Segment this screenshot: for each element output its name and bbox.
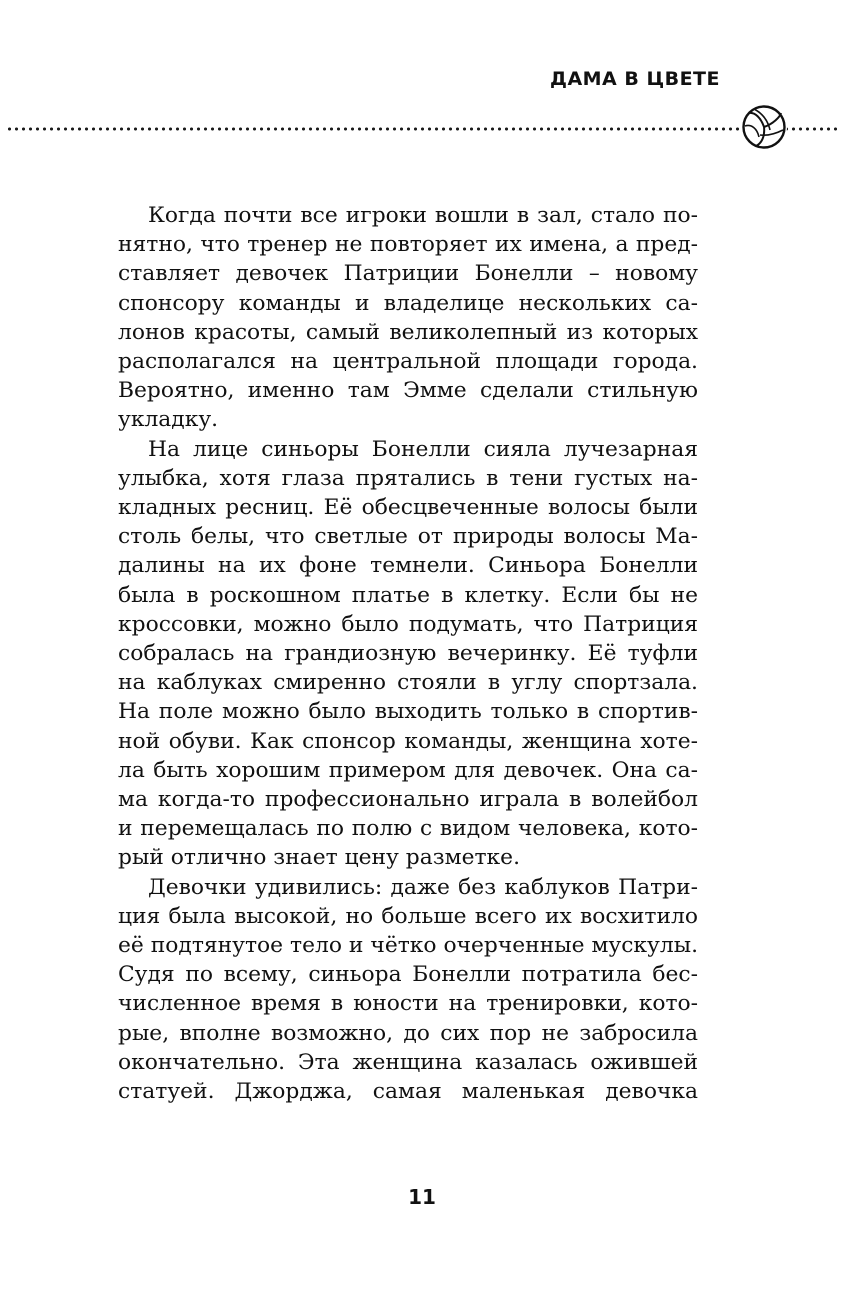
text-line: На поле можно было выходить только в спортив- (118, 699, 698, 725)
text-line: Вероятно, именно там Эмме сделали стильную (118, 378, 698, 404)
text-line: располагался на центральной площади города. (118, 349, 698, 375)
paragraph (118, 435, 698, 873)
text-line: Девочки удивились: даже без каблуков Патри- (148, 874, 698, 900)
text-line: на каблуках смиренно стояли в углу спортзала. (118, 670, 698, 696)
paragraph (118, 873, 698, 1107)
text-line: ма когда-то профессионально играла в волейбол (118, 787, 698, 813)
text-line: окончательно. Эта женщина казалась ожившей (118, 1049, 698, 1075)
dotted-rule (6, 127, 838, 131)
text-line: численное время в юности на тренировки, кото- (118, 991, 698, 1017)
volleyball-icon (741, 104, 787, 150)
text-line: ной обуви. Как спонсор команды, женщина хоте- (118, 728, 698, 754)
text-line: столь белы, что светлые от природы волосы Ма- (118, 524, 698, 550)
text-line: статуей. Джорджа, самая маленькая девочка (118, 1079, 698, 1105)
text-line: На лице синьоры Бонелли сияла лучезарная (148, 436, 698, 462)
text-line: Судя по всему, синьора Бонелли потратила бес- (118, 962, 698, 988)
text-line: кладных ресниц. Её обесцвеченные волосы были (118, 495, 698, 521)
text-line: нятно, что тренер не повторяет их имена, а пред- (118, 232, 698, 258)
text-line: собралась на грандиозную вечеринку. Её туфли (118, 641, 698, 667)
page-number: 11 (408, 1185, 436, 1209)
text-line: Когда почти все игроки вошли в зал, стало по- (148, 203, 698, 228)
text-line: и перемещалась по полю с видом человека, кото- (118, 816, 698, 842)
paragraph (118, 201, 698, 435)
text-line: далины на их фоне темнели. Синьора Бонелли (118, 553, 698, 579)
body-text (118, 201, 698, 1106)
text-line: рые, вполне возможно, до сих пор не забросила (118, 1020, 698, 1046)
text-line: укладку. (118, 407, 219, 433)
text-line: её подтянутое тело и чётко очерченные мускулы. (118, 933, 698, 959)
text-line: спонсору команды и владелице нескольких са- (118, 290, 698, 316)
text-line: была в роскошном платье в клетку. Если бы не (118, 582, 698, 608)
text-line: ция была высокой, но больше всего их восхитило (118, 903, 698, 929)
text-line: кроссовки, можно было подумать, что Патриция (118, 611, 698, 637)
text-line: ла быть хорошим примером для девочек. Она са- (118, 757, 698, 783)
text-line: рый отлично знает цену разметке. (118, 845, 520, 871)
text-line: лонов красоты, самый великолепный из которых (118, 319, 698, 345)
running-title: ДАМА В ЦВЕТЕ (550, 68, 720, 90)
text-line: улыбка, хотя глаза прятались в тени густых на- (118, 465, 698, 491)
text-line: ставляет девочек Патриции Бонелли – новому (118, 261, 698, 287)
